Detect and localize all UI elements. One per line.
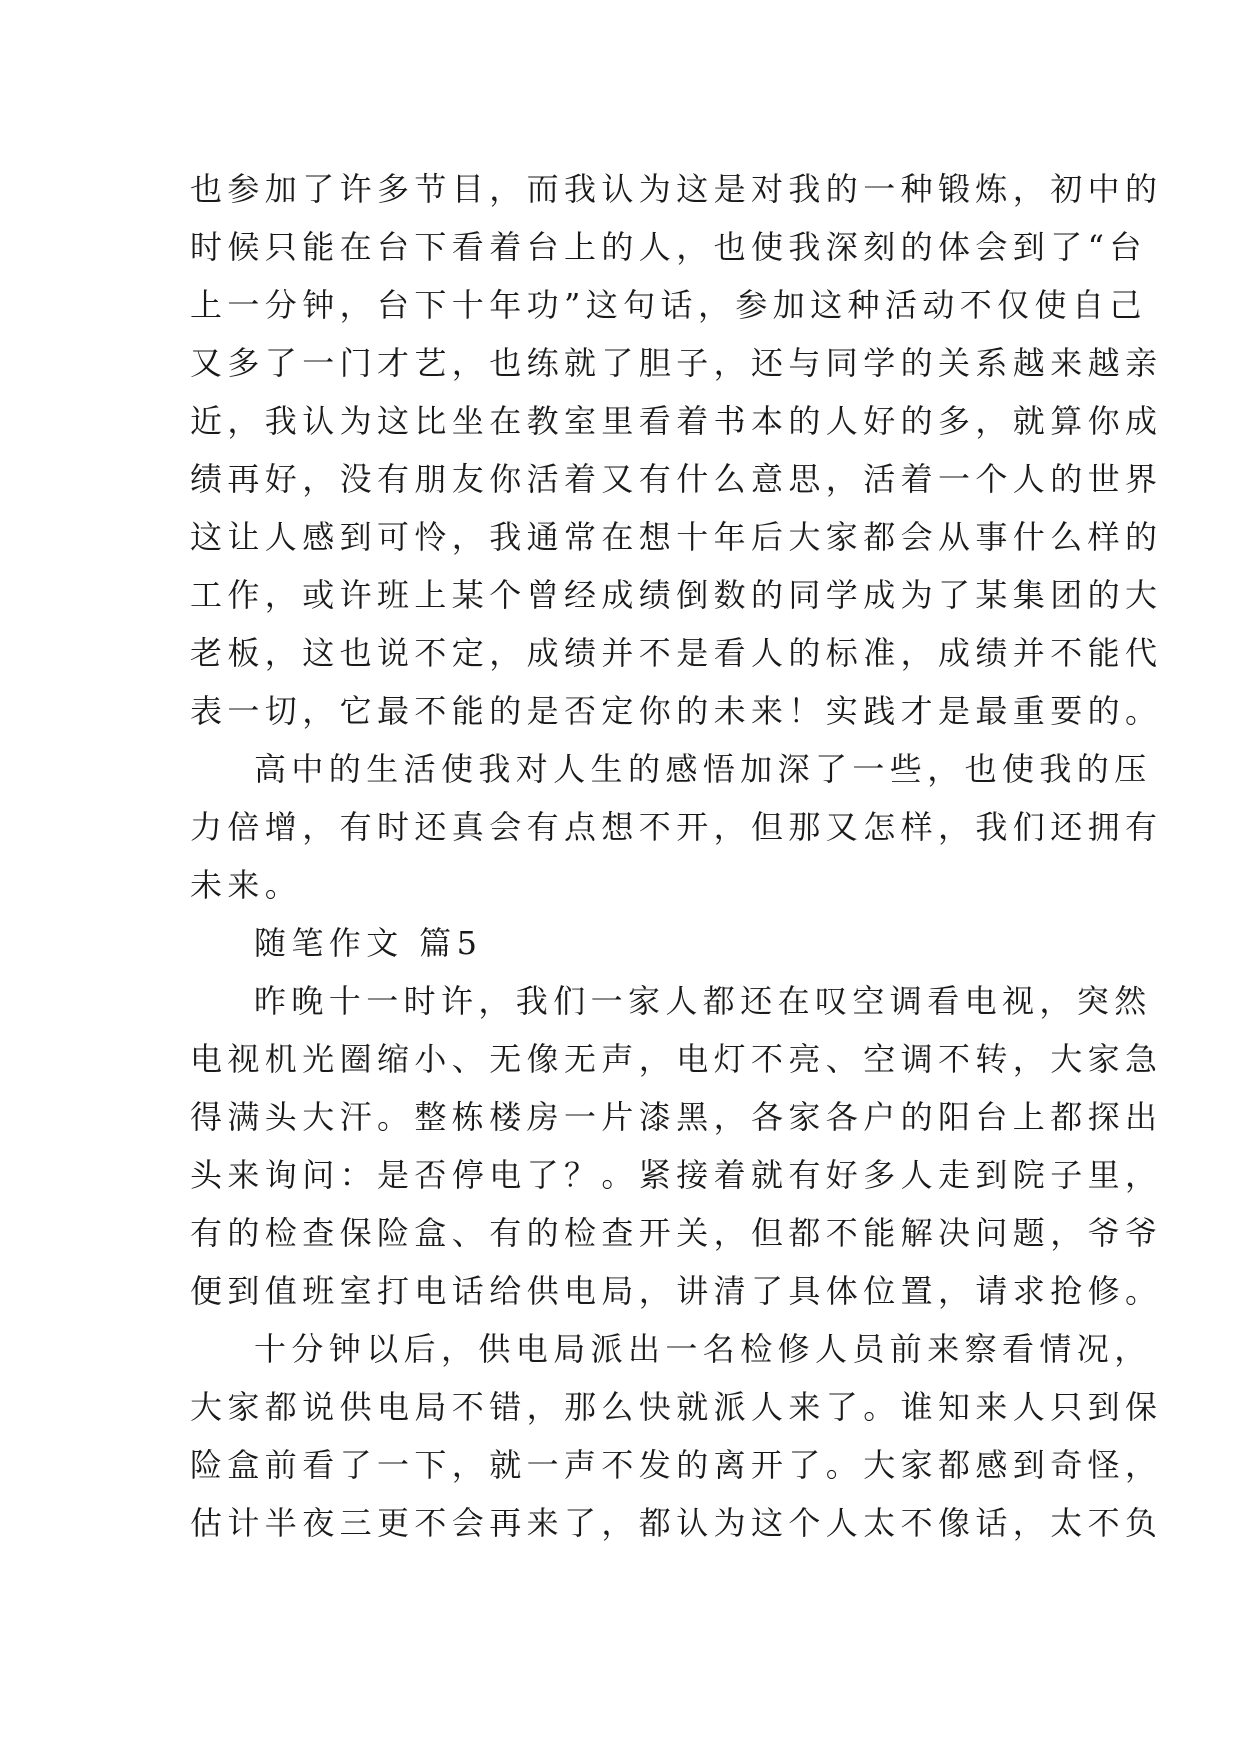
text-line: 头来询问：是否停电了？。紧接着就有好多人走到院子里， [190, 1156, 1163, 1194]
text-line: 工作，或许班上某个曾经成绩倒数的同学成为了某集团的大 [190, 576, 1163, 614]
text-line: 这让人感到可怜，我通常在想十年后大家都会从事什么样的 [190, 518, 1163, 556]
text-line: 又多了一门才艺，也练就了胆子，还与同学的关系越来越亲 [190, 344, 1163, 382]
text-line: 估计半夜三更不会再来了，都认为这个人太不像话，太不负 [190, 1504, 1163, 1542]
text-line: 未来。 [190, 866, 303, 904]
text-line: 随笔作文 篇5 [254, 924, 483, 962]
text-line: 老板，这也说不定，成绩并不是看人的标准，成绩并不能代 [190, 634, 1163, 672]
text-line: 力倍增，有时还真会有点想不开，但那又怎样，我们还拥有 [190, 808, 1163, 846]
text-line: 便到值班室打电话给供电局，讲清了具体位置，请求抢修。 [190, 1272, 1163, 1310]
text-line: 昨晚十一时许，我们一家人都还在叹空调看电视，突然 [254, 982, 1152, 1020]
text-line: 也参加了许多节目，而我认为这是对我的一种锻炼，初中的 [190, 170, 1163, 208]
text-line: 电视机光圈缩小、无像无声，电灯不亮、空调不转，大家急 [190, 1040, 1163, 1078]
text-line: 十分钟以后，供电局派出一名检修人员前来察看情况， [254, 1330, 1152, 1368]
text-line: 表一切，它最不能的是否定你的未来！实践才是最重要的。 [190, 692, 1163, 730]
text-line: 上一分钟，台下十年功”这句话，参加这种活动不仅使自己 [190, 286, 1147, 324]
text-line: 时候只能在台下看着台上的人，也使我深刻的体会到了“台 [190, 228, 1147, 266]
text-line: 有的检查保险盒、有的检查开关，但都不能解决问题，爷爷 [190, 1214, 1163, 1252]
body-text [190, 160, 1163, 1552]
text-line: 高中的生活使我对人生的感悟加深了一些，也使我的压 [254, 750, 1152, 788]
text-line: 得满头大汗。整栋楼房一片漆黑，各家各户的阳台上都探出 [190, 1098, 1163, 1136]
text-line: 大家都说供电局不错，那么快就派人来了。谁知来人只到保 [190, 1388, 1163, 1426]
text-line: 险盒前看了一下，就一声不发的离开了。大家都感到奇怪， [190, 1446, 1163, 1484]
text-line: 近，我认为这比坐在教室里看着书本的人好的多，就算你成 [190, 402, 1163, 440]
text-line: 绩再好，没有朋友你活着又有什么意思，活着一个人的世界 [190, 460, 1163, 498]
